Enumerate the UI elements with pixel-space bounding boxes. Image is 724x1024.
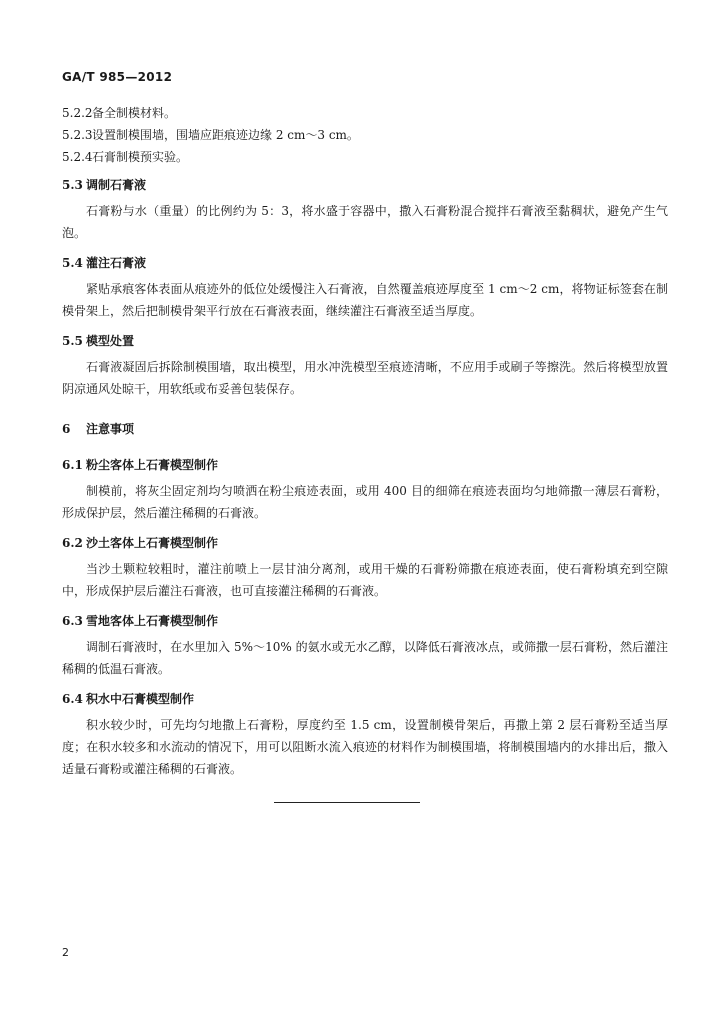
clause-text: 备全制模材料。 <box>92 106 177 120</box>
section-title: 粉尘客体上石膏模型制作 <box>86 458 219 472</box>
clause-number: 5.2.4 <box>62 150 93 164</box>
page-number: 2 <box>62 946 69 959</box>
section-heading-6-1 <box>62 456 218 473</box>
clause-5-2-4 <box>62 148 188 165</box>
section-body-5-4: 紧贴承痕客体表面从痕迹外的低位处缓慢注入石膏液，自然覆盖痕迹厚度至 1 cm～2 cm，将物证标签套在制模骨架上，然后把制模骨架平行放在石膏液表面，继续灌注石膏液至适当厚度。 <box>62 282 668 318</box>
section-title: 调制石膏液 <box>86 178 147 192</box>
section-title: 灌注石膏液 <box>86 256 147 270</box>
section-number: 5.4 <box>62 256 83 270</box>
section-heading-6-3 <box>62 612 218 629</box>
section-body-5-5: 石膏液凝固后拆除制模围墙，取出模型，用水冲洗模型至痕迹清晰，不应用手或刷子等擦洗。然后将模型放置阴凉通风处晾干，用软纸或布妥善包装保存。 <box>62 360 668 396</box>
section-number: 6.3 <box>62 614 83 628</box>
section-body-6-3: 调制石膏液时，在水里加入 5%～10% 的氨水或无水乙醇，以降低石膏液冰点，或筛撒一层石膏粉，然后灌注稀稠的低温石膏液。 <box>62 640 668 676</box>
clause-number: 5.2.3 <box>62 128 93 142</box>
section-title: 注意事项 <box>86 422 135 436</box>
clause-text: 设置制模围墙，围墙应距痕迹边缘 2 cm～3 cm。 <box>92 128 359 142</box>
clause-text: 石膏制模预实验。 <box>92 150 189 164</box>
section-heading-5-3 <box>62 176 146 193</box>
section-heading-5-5 <box>62 332 134 349</box>
section-title: 积水中石膏模型制作 <box>86 692 195 706</box>
section-number: 6.4 <box>62 692 83 706</box>
section-title: 模型处置 <box>86 334 135 348</box>
section-number: 5.3 <box>62 178 83 192</box>
end-rule <box>274 802 420 803</box>
clause-number: 5.2.2 <box>62 106 93 120</box>
section-number: 6.2 <box>62 536 83 550</box>
section-heading-6-4 <box>62 690 194 707</box>
section-title: 沙土客体上石膏模型制作 <box>86 536 219 550</box>
section-body-6-4: 积水较少时，可先均匀地撒上石膏粉，厚度约至 1.5 cm，设置制模骨架后，再撒上第 2 层石膏粉至适当厚度；在积水较多和水流动的情况下，用可以阻断水流入痕迹的材料作为制模围墙，将制模围墙内的水排出后，撒入适量石膏粉或灌注稀稠的石膏液。 <box>62 718 668 776</box>
section-number: 5.5 <box>62 334 83 348</box>
section-body-6-2: 当沙土颗粒较粗时，灌注前喷上一层甘油分离剂，或用干燥的石膏粉筛撒在痕迹表面，使石膏粉填充到空隙中，形成保护层后灌注石膏液，也可直接灌注稀稠的石膏液。 <box>62 562 668 598</box>
section-heading-6 <box>62 420 134 437</box>
section-title: 雪地客体上石膏模型制作 <box>86 614 219 628</box>
clause-5-2-2 <box>62 104 176 121</box>
section-number: 6.1 <box>62 458 83 472</box>
clause-5-2-3 <box>62 126 359 143</box>
section-number: 6 <box>62 422 71 436</box>
section-heading-5-4 <box>62 254 146 271</box>
section-body-6-1: 制模前，将灰尘固定剂均匀喷洒在粉尘痕迹表面，或用 400 目的细筛在痕迹表面均匀地筛撒一薄层石膏粉，形成保护层，然后灌注稀稠的石膏液。 <box>62 484 668 520</box>
standard-code-header: GA/T 985—2012 <box>62 70 173 84</box>
section-heading-6-2 <box>62 534 218 551</box>
section-body-5-3: 石膏粉与水（重量）的比例约为 5：3，将水盛于容器中，撒入石膏粉混合搅拌石膏液至黏稠状，避免产生气泡。 <box>62 204 668 240</box>
